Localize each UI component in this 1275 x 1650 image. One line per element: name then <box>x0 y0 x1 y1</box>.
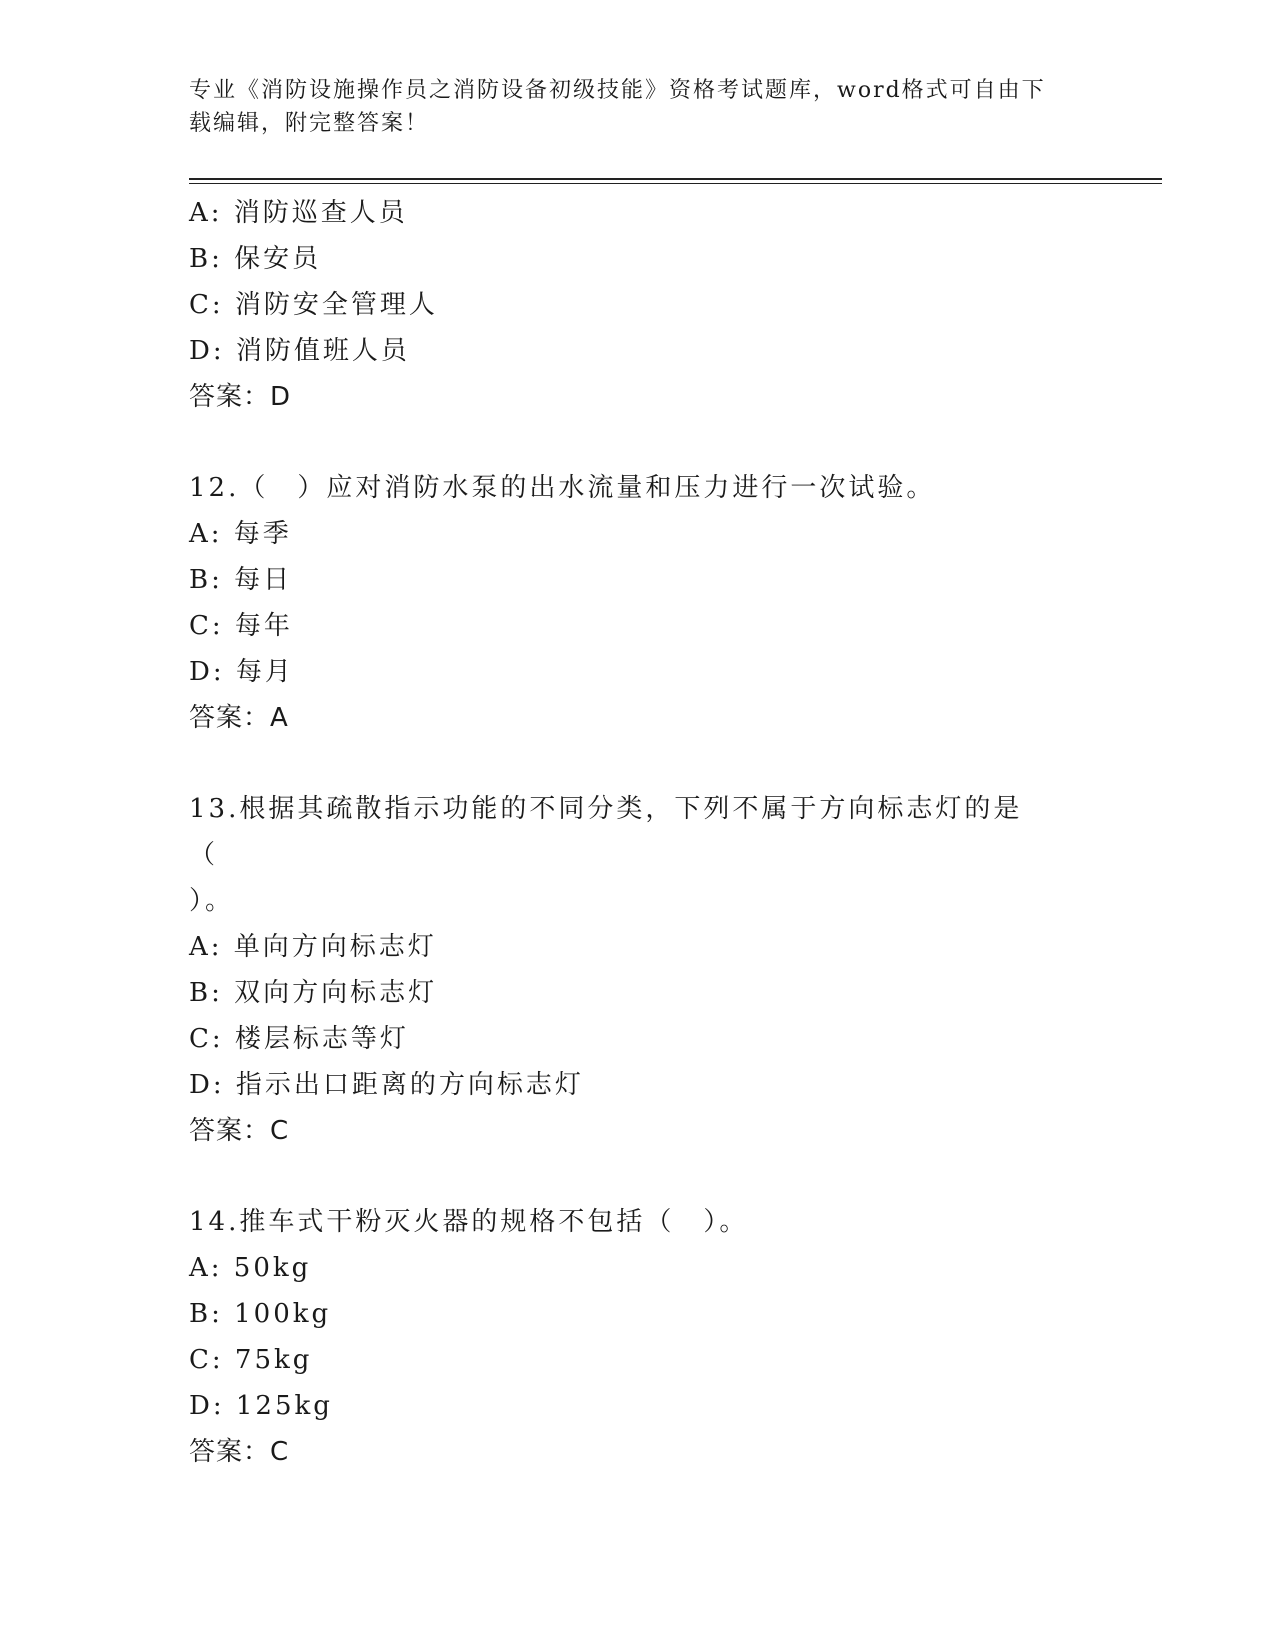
option-a: A: 每季 <box>189 519 292 549</box>
option-b: B: 每日 <box>189 565 293 595</box>
answer-line: 答案：C <box>189 1437 290 1467</box>
option-d: D: 消防值班人员 <box>189 336 410 366</box>
question-stem-line1: 13.根据其疏散指示功能的不同分类，下列不属于方向标志灯的是（ <box>189 794 1023 870</box>
option-a: A: 消防巡查人员 <box>189 198 408 228</box>
option-c: C: 75kg <box>189 1345 313 1375</box>
question-12 <box>189 465 1089 741</box>
option-a: A: 50kg <box>189 1253 312 1283</box>
question-13 <box>189 786 1089 1154</box>
document-header <box>189 74 1089 140</box>
option-b: B: 100kg <box>189 1299 332 1329</box>
option-d: D: 125kg <box>189 1391 333 1421</box>
header-title-line1: 专业《消防设施操作员之消防设备初级技能》资格考试题库，word格式可自由下 <box>189 78 1046 103</box>
answer-line: 答案：C <box>189 1116 290 1146</box>
header-divider <box>189 178 1162 180</box>
answer-line: 答案：A <box>189 703 289 733</box>
option-b: B: 保安员 <box>189 244 322 274</box>
option-c: C: 消防安全管理人 <box>189 290 438 320</box>
option-c: C: 楼层标志等灯 <box>189 1024 409 1054</box>
option-d: D: 每月 <box>189 657 294 687</box>
option-a: A: 单向方向标志灯 <box>189 932 437 962</box>
option-c: C: 每年 <box>189 611 293 641</box>
header-divider-thin <box>189 183 1162 184</box>
question-14 <box>189 1199 1089 1475</box>
question-list <box>189 190 1089 1475</box>
question-stem-line2: ）。 <box>189 886 235 916</box>
option-d: D: 指示出口距离的方向标志灯 <box>189 1070 584 1100</box>
option-b: B: 双向方向标志灯 <box>189 978 438 1008</box>
answer-line: 答案：D <box>189 382 292 412</box>
question-stem <box>189 786 1049 924</box>
question-11 <box>189 190 1089 420</box>
question-stem: 14.推车式干粉灭火器的规格不包括（ ）。 <box>189 1207 749 1237</box>
header-title-line2: 载编辑，附完整答案！ <box>189 111 430 136</box>
question-stem: 12.（ ）应对消防水泵的出水流量和压力进行一次试验。 <box>189 473 936 503</box>
